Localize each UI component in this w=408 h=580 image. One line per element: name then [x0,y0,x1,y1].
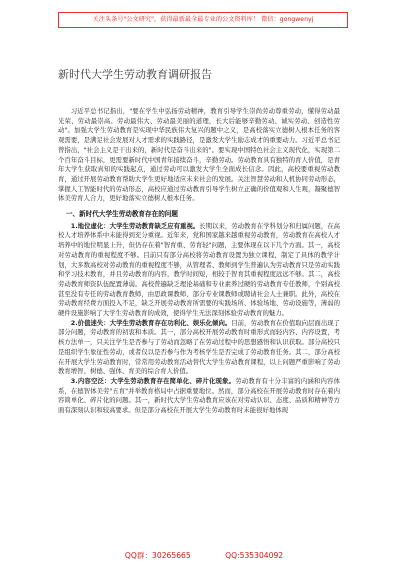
promo-banner-text: 关注头条号"公文研究"，获得最新最全最专业的公文资料库！ 微信：gongwenyj [92,16,314,23]
item-3-paragraph [58,377,340,416]
item-2-text: 目前，劳动教育在价值取向层面出现了部分问题，劳动教育的初衷和本质。其一，部分高校开展劳动教育时重形式而轻内容、内容设置，考核方法单一，只关注学生是否参与了劳动而忽略了在劳动过程中的思想感悟和认识获取。部分高校只是组织学生象征性劳动，或者仅以是否参与作为考核学生是否完成了劳动教育任务。其二，部分高校在开展大学生劳动教育时，常常用劳动教育活动替代大学生劳动教育课程，以上问题严重影响了劳动教育增智、树德、强体、育美的综合育人价值。 [58,318,341,376]
section-heading: 一、新时代大学生劳动教育存在的问题 [65,210,178,219]
promo-banner [58,12,348,28]
item-2-lead: 2.价值迷失：大学生劳动教育存在功利化、娱乐化倾向。 [70,318,232,327]
intro-paragraph: 习近平总书记指出，"要在学生中弘扬劳动精神，教育引导学生崇尚劳动尊重劳动，懂得劳动最光荣、劳动最崇高、劳动最伟大、劳动最美丽的道理，长大后能够辛勤劳动、诚实劳动、创造性劳动"。加强大学生劳动教育是实现中华民族伟大复兴的题中之义，是高校落实立德树人根本任务的客观需要，是满足社会发展对人才需求的实践路径，是激发大学生励志成才的重要动力。习近平总书记曾指出，"社会主义是干出来的，新时代是奋斗出来的"。要实现中国特色社会主义现代化，实现第二个百年奋斗目标，更需要新时代中国青年接续奋斗，辛勤劳动。劳动教育具有独特的育人价值，是青年大学生获取真知的实践起点，通过劳动可以激发大学生全面成长信念。因此，高校要重视劳动教育，通过开展劳动教育帮助大学生更好地适应未来社会的发展。关注智慧劳动和人机协同劳动形态，掌握人工智能时代的劳动形态，高校应通过劳动教育引导学生树立正确的价值观和人生观，凝聚德智体美劳育人合力，更好地落实立德树人根本任务。 [58,107,340,203]
page-title: 新时代大学生劳动教育调研报告 [58,68,212,81]
footer-qq: QQ:535304092 [225,551,284,560]
item-1-lead: 1.地位虚化：大学生劳动教育缺乏应有重视。 [70,221,200,230]
document-body [58,107,340,416]
footer-qq-group: QQ群：30265665 [124,551,191,560]
item-3-text: 劳动教育有十分丰富的内涵和内容体系，在德智体美劳"五育"并举教育格局中占据重要地位。然而，部分高校在开展劳动教育时存在着内容简单化、碎片化的问题。其一，新时代大学生劳动教育应该在对劳动认识、态度、品质和精神等方面有深刻认识和较高要求。但是部分高校在开展大学生劳动教育时未能很好地体现 [58,376,340,415]
item-1-text: 长期以来，劳动教育在学科划分和归属问题，在高校人才培养体系中未能得到充分重视。近年来，党和国家越来越重视劳动教育，劳动教育在高校人才培养中的地位明显上升，但仍存在着"智育重、劳育轻"问题，主要体现在以下几个方面。其一，高校对劳动教育的重视程度不够。目前只有部分高校将劳动教育设置为独立课程，制定了具体的教学计划，大多数高校对劳动教育的重视程度不够，从管理者、教师到学生普遍认为劳动教育只是劳动实践和学习技术教育，并且劳动教育的内容，教学时间短，相较于智育其重视程度远远不够。其二，高校劳动教育师资队伍配置薄弱。高校普遍缺乏理论基础和专业素养过硬的劳动教育专任教师，个别高校甚至没有专任的劳动教育教师，由思政课教师、部分专业课教师或聘请社会人士兼职。此外，高校在劳动教育经费方面投入不足，缺乏开展劳动教育所需要的实践场所、体验场地、劳动设施等，薄弱的硬件设施影响了大学生劳动教育的成效，使得学生无法深刻体验劳动教育的魅力。 [58,221,341,318]
footer-contact [0,550,408,561]
item-1-paragraph [58,222,340,319]
item-3-lead: 3.内容空泛：大学生劳动教育存在简单化、碎片化现象。 [70,376,236,385]
item-2-paragraph [58,319,340,377]
